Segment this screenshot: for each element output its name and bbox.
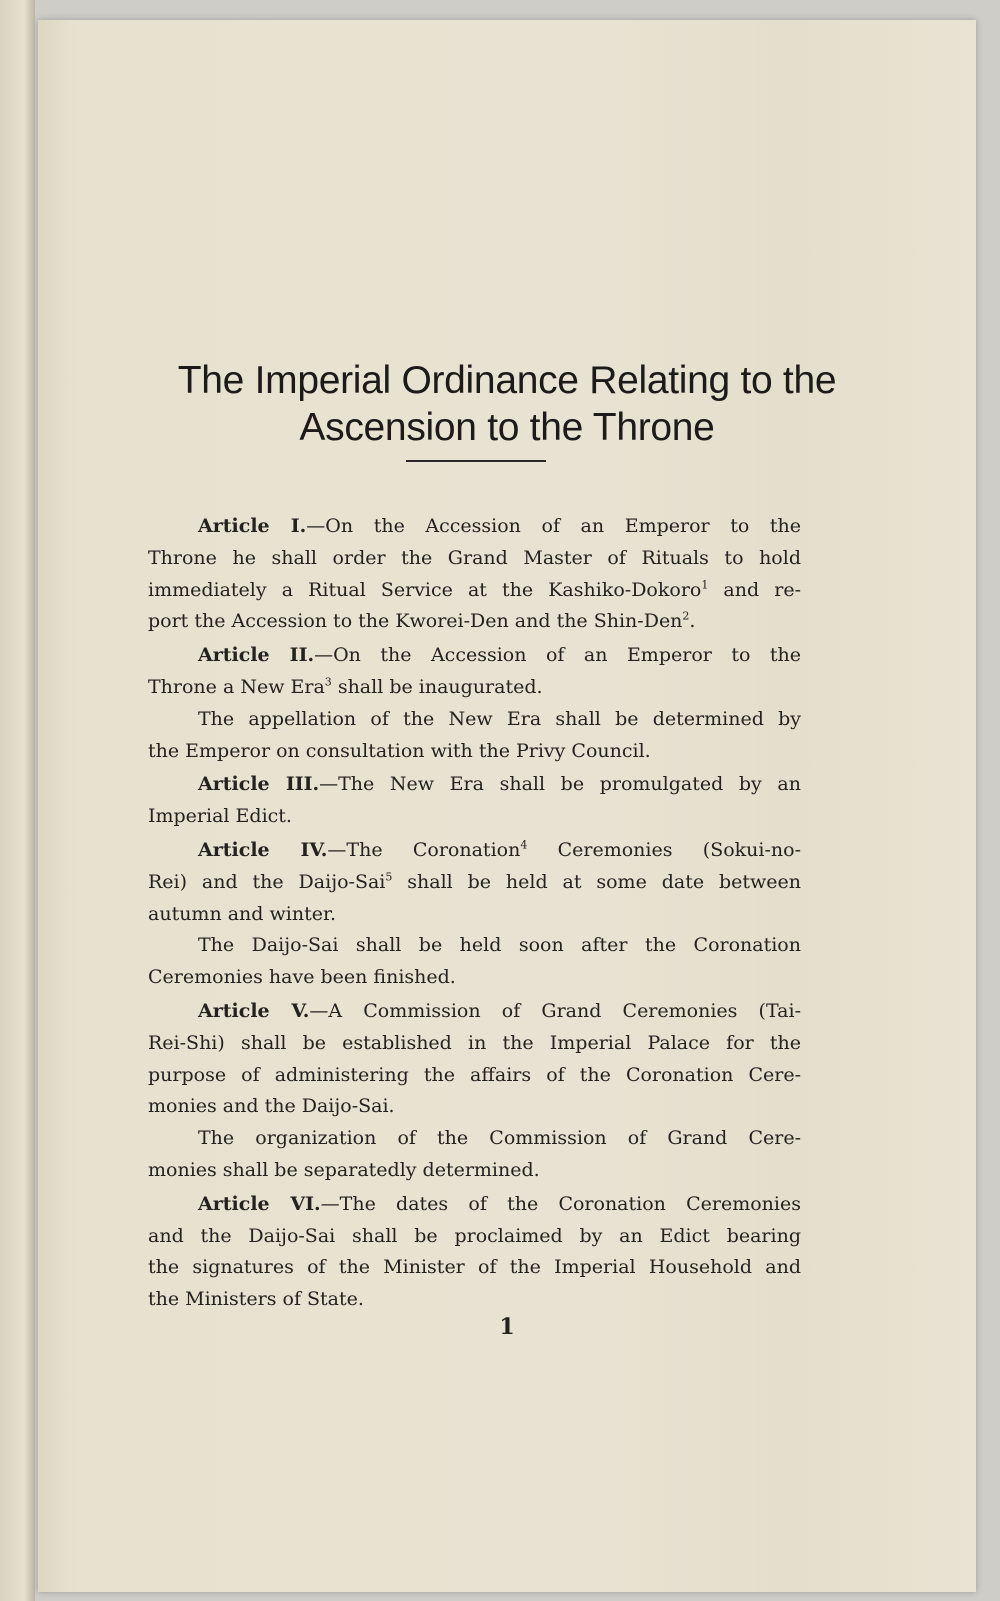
adjacent-page-edge	[0, 0, 35, 1601]
text-line	[148, 543, 801, 575]
text-line	[148, 962, 801, 994]
text-span: immediately a Ritual Service at the Kashiko-Dokoro	[148, 578, 702, 601]
text-span: Rei) and the Daijo-Sai	[148, 870, 386, 893]
page-title	[38, 357, 976, 451]
text-line	[148, 1252, 801, 1284]
article-heading: Article I.	[198, 515, 307, 537]
title-line-1: The Imperial Ordinance Relating to the	[177, 359, 837, 402]
title-divider	[406, 460, 546, 462]
text-line	[148, 606, 801, 638]
footnote-marker: 4	[520, 838, 528, 852]
text-span: .	[689, 610, 696, 633]
text-line	[148, 1123, 801, 1155]
text-span: —On the Accession of an Emperor to the	[314, 644, 801, 667]
text-span: Ceremonies (Sokui-no-	[527, 838, 801, 861]
text-span: —The Coronation	[327, 838, 521, 861]
text-line	[148, 736, 801, 768]
text-span: The appellation of the New Era shall be determined by	[198, 707, 801, 730]
text-span: and re-	[708, 578, 801, 601]
text-span: shall be held at some date between	[392, 870, 801, 893]
text-span: Throne he shall order the Grand Master of Rituals to hold	[148, 546, 801, 569]
text-span: the Ministers of State.	[148, 1288, 364, 1311]
article-heading: Article V.	[198, 999, 310, 1022]
text-span: The organization of the Commission of Grand Cere-	[198, 1127, 801, 1150]
text-line	[148, 930, 801, 962]
text-span: —The New Era shall be promulgated by an	[319, 773, 801, 796]
text-span: —The dates of the Coronation Ceremonies	[320, 1192, 801, 1215]
article-heading: Article IV.	[198, 838, 328, 861]
text-span: shall be inaugurated.	[331, 675, 543, 698]
text-span: The Daijo-Sai shall be held soon after the Coronation	[198, 934, 801, 957]
text-span: —A Commission of Grand Ceremonies (Tai-	[309, 999, 801, 1022]
text-line	[148, 1091, 801, 1123]
text-span: —On the Accession of an Emperor to the	[306, 515, 801, 537]
text-span: Throne a New Era	[148, 675, 325, 698]
text-line	[148, 899, 801, 931]
footnote-marker: 3	[324, 675, 332, 689]
text-line	[148, 1221, 801, 1253]
ordinance-body-text	[148, 511, 801, 1316]
text-span: and the Daijo-Sai shall be proclaimed by an Edict bearing	[148, 1224, 801, 1247]
text-span: monies and the Daijo-Sai.	[148, 1095, 395, 1118]
article-heading: Article VI.	[198, 1192, 321, 1215]
footnote-marker: 5	[385, 870, 393, 884]
text-span: Ceremonies have been finished.	[148, 966, 456, 989]
text-span: purpose of administering the affairs of the Coronation Cere-	[148, 1063, 801, 1086]
footnote-marker: 2	[682, 610, 690, 624]
text-span: the Emperor on consultation with the Privy Council.	[148, 739, 651, 762]
text-span: Imperial Edict.	[148, 805, 292, 828]
text-line	[148, 996, 801, 1028]
text-line	[148, 704, 801, 736]
text-span: Rei-Shi) shall be established in the Imperial Palace for the	[148, 1031, 801, 1054]
text-line	[148, 1028, 801, 1060]
text-line	[148, 511, 801, 543]
book-page	[38, 20, 976, 1592]
text-line	[148, 1060, 801, 1092]
text-line	[148, 1155, 801, 1187]
text-line	[148, 867, 801, 899]
text-line	[148, 1284, 801, 1316]
text-line	[148, 1189, 801, 1221]
text-line	[148, 769, 801, 801]
text-line	[148, 801, 801, 833]
article-heading: Article II.	[198, 644, 315, 667]
text-line	[148, 575, 801, 607]
text-line	[148, 640, 801, 672]
title-line-2: Ascension to the Throne	[299, 406, 715, 449]
text-line	[148, 835, 801, 867]
text-span: port the Accession to the Kworei-Den and the Shin-Den	[148, 610, 683, 633]
text-span: monies shall be separatedly determined.	[148, 1158, 540, 1181]
article-heading: Article III.	[198, 773, 320, 796]
text-span: autumn and winter.	[148, 902, 336, 925]
footnote-marker: 1	[701, 578, 709, 592]
page-number: 1	[499, 1314, 515, 1340]
text-span: the signatures of the Minister of the Imperial Household and	[148, 1256, 801, 1279]
text-line	[148, 672, 801, 704]
